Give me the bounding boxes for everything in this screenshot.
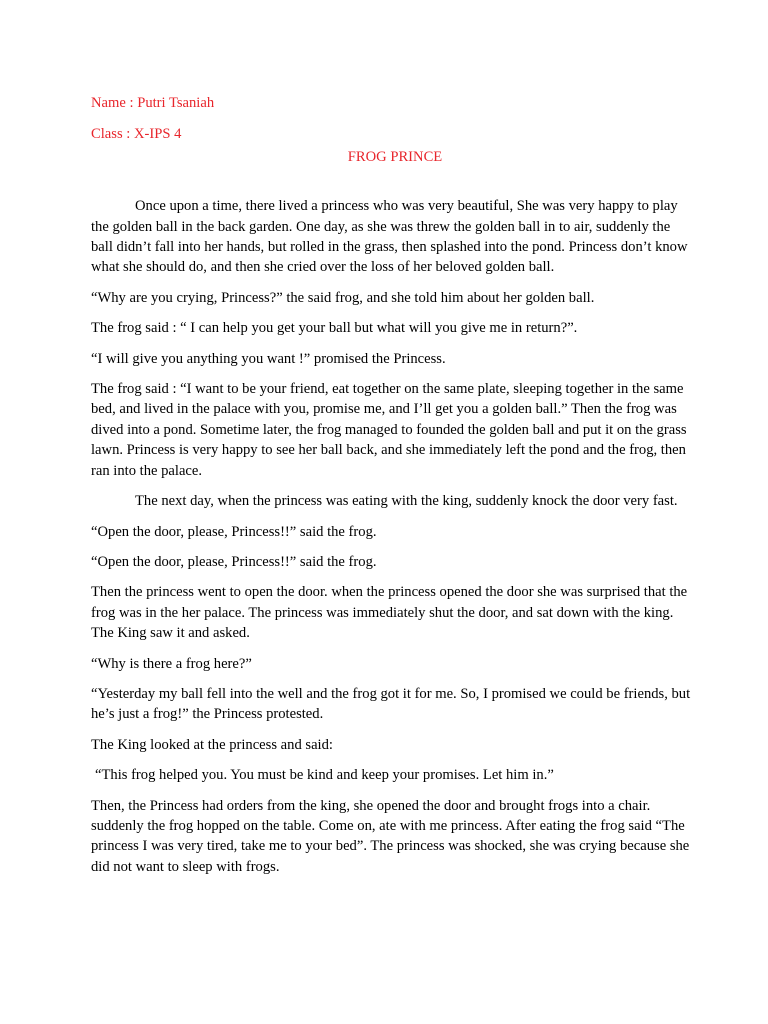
paragraph-ending: Then, the Princess had orders from the king, she opened the door and brought frogs into a chair. suddenly the frog hopped on the table. Come on, ate with me princess. After eating the frog said “The princess I was very tired, take me to your bed”. The princess was shocked, she was crying because she did not want to sleep with frogs. [91,797,690,875]
paragraph-knock-2: “Open the door, please, Princess!!” said the frog. [91,553,377,570]
paragraph-king-looked: The King looked at the princess and said: [91,736,333,753]
paragraph-princess-protest: “Yesterday my ball fell into the well and the frog got it for me. So, I promised we could be friends, but he’s just a frog!” the Princess protested. [91,685,691,723]
student-class: Class : X-IPS 4 [91,126,182,143]
paragraph-king-question: “Why is there a frog here?” [91,655,252,672]
story-title: FROG PRINCE [347,148,443,165]
paragraph-open-door: Then the princess went to open the door. when the princess opened the door she was surprised that the frog was in the her palace. The princess was immediately shut the door, and sat down with the king. The King saw it and asked. [91,584,688,642]
paragraph-knock-1: “Open the door, please, Princess!!” said the frog. [91,523,377,540]
document-body [91,93,691,887]
student-name: Name : Putri Tsaniah [91,95,215,111]
paragraph-frog-request: The frog said : “I want to be your friend, eat together on the same plate, sleeping together in the same bed, and lived in the palace with you, promise me, and I’ll get you a golden ball.” Then the frog was dived into a pond. Sometime later, the frog managed to founded the golden ball and put it on the grass lawn. Princess is very happy to see her ball back, and she immediately left the pond and the frog, then ran into the palace. [91,381,687,479]
paragraph-next-day: The next day, when the princess was eating with the king, suddenly knock the door very fast. [135,493,678,510]
paragraph-princess-promise: “I will give you anything you want !” promised the Princess. [91,350,446,367]
paragraph-frog-offer: The frog said : “ I can help you get your ball but what will you give me in return?”. [91,320,578,337]
paragraph-frog-question: “Why are you crying, Princess?” the said frog, and she told him about her golden ball. [91,289,595,306]
paragraph-intro: Once upon a time, there lived a princess who was very beautiful, She was very happy to play the golden ball in the back garden. One day, as she was threw the golden ball in to air, suddenly the ball didn’t fall into her hands, but rolled in the grass, then splashed into the pond. Princess don’t know what she should do, and then she cried over the loss of her beloved golden ball. [91,198,688,276]
paragraph-king-advice: “This frog helped you. You must be kind and keep your promises. Let him in.” [95,767,554,784]
